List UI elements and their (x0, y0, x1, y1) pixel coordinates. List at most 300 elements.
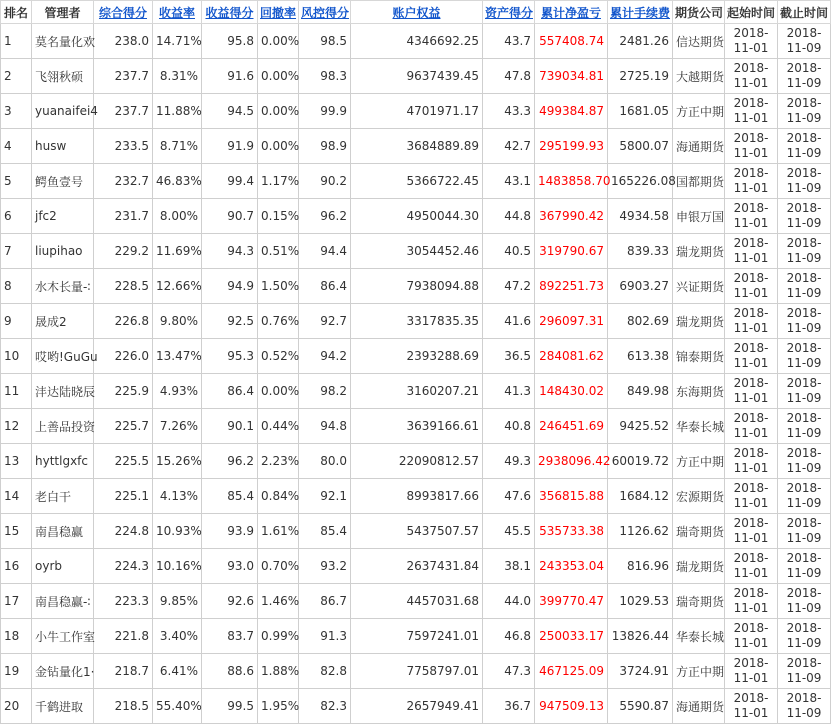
risk-score: 98.2 (299, 374, 351, 409)
account-equity: 9637439.45 (351, 59, 483, 94)
net-profit: 739034.81 (535, 59, 608, 94)
risk-score: 94.8 (299, 409, 351, 444)
account-equity: 4457031.68 (351, 584, 483, 619)
header-manager: 管理者 (32, 1, 94, 24)
end-date (778, 654, 831, 689)
return-rate: 55.40% (153, 689, 202, 724)
date-year: 2018- (733, 166, 769, 180)
end-date (778, 409, 831, 444)
date-month-day: 11-09 (786, 146, 822, 160)
date-month-day: 11-01 (733, 181, 769, 195)
risk-score: 85.4 (299, 514, 351, 549)
net-profit: 284081.62 (535, 339, 608, 374)
date-month-day: 11-09 (786, 531, 822, 545)
date-year: 2018- (786, 656, 822, 670)
account-equity: 3684889.89 (351, 129, 483, 164)
cumulative-fees: 165226.08 (608, 164, 673, 199)
risk-score: 82.8 (299, 654, 351, 689)
risk-score: 90.2 (299, 164, 351, 199)
sort-asset-score[interactable]: 资产得分 (483, 1, 535, 24)
account-equity: 3317835.35 (351, 304, 483, 339)
futures-company: 锦泰期货 (673, 339, 725, 374)
futures-company: 兴证期货 (673, 269, 725, 304)
date-year: 2018- (786, 446, 822, 460)
date-month-day: 11-01 (733, 76, 769, 90)
cumulative-fees: 613.38 (608, 339, 673, 374)
account-equity: 8993817.66 (351, 479, 483, 514)
date-year: 2018- (733, 26, 769, 40)
start-date (725, 94, 778, 129)
net-profit: 148430.02 (535, 374, 608, 409)
table-row (1, 234, 831, 269)
account-equity: 7938094.88 (351, 269, 483, 304)
drawdown-rate: 2.23% (258, 444, 299, 479)
return-rate: 6.41% (153, 654, 202, 689)
return-score: 90.7 (202, 199, 258, 234)
drawdown-rate: 0.99% (258, 619, 299, 654)
rank-cell: 10 (1, 339, 32, 374)
return-rate: 4.13% (153, 479, 202, 514)
account-equity: 2393288.69 (351, 339, 483, 374)
date-year: 2018- (733, 61, 769, 75)
account-equity: 4950044.30 (351, 199, 483, 234)
manager-name: 飞翎秋硕 (32, 59, 94, 94)
end-date (778, 164, 831, 199)
futures-company: 瑞龙期货 (673, 304, 725, 339)
sort-drawdown[interactable]: 回撤率 (258, 1, 299, 24)
date-month-day: 11-01 (733, 601, 769, 615)
net-profit: 367990.42 (535, 199, 608, 234)
cumulative-fees: 2725.19 (608, 59, 673, 94)
start-date (725, 409, 778, 444)
table-row (1, 24, 831, 59)
start-date (725, 164, 778, 199)
drawdown-rate: 0.00% (258, 24, 299, 59)
return-score: 85.4 (202, 479, 258, 514)
manager-name: liupihao (32, 234, 94, 269)
start-date (725, 549, 778, 584)
table-header (1, 1, 831, 24)
cumulative-fees: 4934.58 (608, 199, 673, 234)
sort-return-rate[interactable]: 收益率 (153, 1, 202, 24)
rank-cell: 18 (1, 619, 32, 654)
date-month-day: 11-09 (786, 216, 822, 230)
total-score: 225.9 (94, 374, 153, 409)
date-month-day: 11-09 (786, 636, 822, 650)
date-month-day: 11-09 (786, 461, 822, 475)
return-score: 91.6 (202, 59, 258, 94)
futures-company: 华泰长城 (673, 619, 725, 654)
drawdown-rate: 0.00% (258, 59, 299, 94)
futures-company: 信达期货 (673, 24, 725, 59)
rank-cell: 11 (1, 374, 32, 409)
date-year: 2018- (733, 481, 769, 495)
manager-name: 鳄鱼壹号 (32, 164, 94, 199)
date-year: 2018- (786, 131, 822, 145)
rank-cell: 3 (1, 94, 32, 129)
manager-name: oyrb (32, 549, 94, 584)
manager-name: 莫名量化欢 (32, 24, 94, 59)
return-rate: 15.26% (153, 444, 202, 479)
asset-score: 47.3 (483, 654, 535, 689)
futures-company: 大越期货 (673, 59, 725, 94)
drawdown-rate: 1.46% (258, 584, 299, 619)
return-rate: 3.40% (153, 619, 202, 654)
total-score: 237.7 (94, 59, 153, 94)
start-date (725, 129, 778, 164)
sort-equity[interactable]: 账户权益 (351, 1, 483, 24)
date-month-day: 11-01 (733, 636, 769, 650)
date-month-day: 11-01 (733, 111, 769, 125)
cumulative-fees: 9425.52 (608, 409, 673, 444)
asset-score: 38.1 (483, 549, 535, 584)
return-rate: 4.93% (153, 374, 202, 409)
date-year: 2018- (733, 201, 769, 215)
futures-company: 宏源期货 (673, 479, 725, 514)
risk-score: 98.3 (299, 59, 351, 94)
net-profit: 467125.09 (535, 654, 608, 689)
account-equity: 5366722.45 (351, 164, 483, 199)
drawdown-rate: 0.00% (258, 94, 299, 129)
date-month-day: 11-09 (786, 356, 822, 370)
header-row (1, 1, 831, 24)
date-year: 2018- (733, 621, 769, 635)
start-date (725, 479, 778, 514)
sort-fees[interactable]: 累计手续费 (608, 1, 673, 24)
end-date (778, 199, 831, 234)
rank-cell: 17 (1, 584, 32, 619)
date-year: 2018- (786, 166, 822, 180)
return-score: 88.6 (202, 654, 258, 689)
date-year: 2018- (733, 516, 769, 530)
return-rate: 12.66% (153, 269, 202, 304)
asset-score: 47.8 (483, 59, 535, 94)
manager-name: 金钻量化1· (32, 654, 94, 689)
rank-cell: 9 (1, 304, 32, 339)
total-score: 221.8 (94, 619, 153, 654)
account-equity: 2637431.84 (351, 549, 483, 584)
sort-net-profit[interactable]: 累计净盈亏 (535, 1, 608, 24)
date-year: 2018- (733, 271, 769, 285)
return-rate: 10.93% (153, 514, 202, 549)
date-month-day: 11-01 (733, 41, 769, 55)
drawdown-rate: 0.44% (258, 409, 299, 444)
date-month-day: 11-09 (786, 41, 822, 55)
futures-company: 海通期货 (673, 129, 725, 164)
start-date (725, 304, 778, 339)
net-profit: 947509.13 (535, 689, 608, 724)
rank-cell: 15 (1, 514, 32, 549)
risk-score: 86.7 (299, 584, 351, 619)
table-row (1, 549, 831, 584)
table-row (1, 654, 831, 689)
end-date (778, 94, 831, 129)
start-date (725, 269, 778, 304)
total-score: 218.5 (94, 689, 153, 724)
total-score: 229.2 (94, 234, 153, 269)
date-year: 2018- (786, 376, 822, 390)
asset-score: 47.6 (483, 479, 535, 514)
futures-company: 方正中期 (673, 444, 725, 479)
total-score: 226.8 (94, 304, 153, 339)
net-profit: 296097.31 (535, 304, 608, 339)
date-month-day: 11-09 (786, 111, 822, 125)
total-score: 225.7 (94, 409, 153, 444)
futures-company: 瑞奇期货 (673, 584, 725, 619)
account-equity: 2657949.41 (351, 689, 483, 724)
start-date (725, 514, 778, 549)
futures-company: 海通期货 (673, 689, 725, 724)
drawdown-rate: 0.84% (258, 479, 299, 514)
total-score: 231.7 (94, 199, 153, 234)
rank-cell: 1 (1, 24, 32, 59)
return-score: 93.9 (202, 514, 258, 549)
risk-score: 86.4 (299, 269, 351, 304)
asset-score: 36.5 (483, 339, 535, 374)
date-year: 2018- (786, 271, 822, 285)
cumulative-fees: 1684.12 (608, 479, 673, 514)
cumulative-fees: 1681.05 (608, 94, 673, 129)
date-month-day: 11-09 (786, 76, 822, 90)
risk-score: 98.5 (299, 24, 351, 59)
date-year: 2018- (733, 411, 769, 425)
date-month-day: 11-01 (733, 531, 769, 545)
net-profit: 557408.74 (535, 24, 608, 59)
net-profit: 499384.87 (535, 94, 608, 129)
cumulative-fees: 60019.72 (608, 444, 673, 479)
account-equity: 3160207.21 (351, 374, 483, 409)
manager-name: 南昌稳赢-∶ (32, 584, 94, 619)
rank-cell: 16 (1, 549, 32, 584)
net-profit: 892251.73 (535, 269, 608, 304)
cumulative-fees: 802.69 (608, 304, 673, 339)
futures-company: 华泰长城 (673, 409, 725, 444)
return-score: 99.5 (202, 689, 258, 724)
return-score: 92.5 (202, 304, 258, 339)
total-score: 225.1 (94, 479, 153, 514)
asset-score: 45.5 (483, 514, 535, 549)
account-equity: 4346692.25 (351, 24, 483, 59)
asset-score: 43.1 (483, 164, 535, 199)
return-rate: 46.83% (153, 164, 202, 199)
cumulative-fees: 5800.07 (608, 129, 673, 164)
asset-score: 42.7 (483, 129, 535, 164)
date-year: 2018- (786, 61, 822, 75)
table-row (1, 584, 831, 619)
date-year: 2018- (786, 201, 822, 215)
date-month-day: 11-09 (786, 496, 822, 510)
end-date (778, 129, 831, 164)
net-profit: 2938096.42 (535, 444, 608, 479)
table-row (1, 409, 831, 444)
manager-name: 水木长量-∶ (32, 269, 94, 304)
date-year: 2018- (786, 236, 822, 250)
asset-score: 47.2 (483, 269, 535, 304)
return-rate: 9.85% (153, 584, 202, 619)
end-date (778, 549, 831, 584)
cumulative-fees: 1126.62 (608, 514, 673, 549)
risk-score: 94.4 (299, 234, 351, 269)
total-score: 224.3 (94, 549, 153, 584)
manager-name: 上善品投资 (32, 409, 94, 444)
return-score: 94.9 (202, 269, 258, 304)
drawdown-rate: 0.15% (258, 199, 299, 234)
date-month-day: 11-09 (786, 706, 822, 720)
return-score: 94.5 (202, 94, 258, 129)
risk-score: 80.0 (299, 444, 351, 479)
end-date (778, 444, 831, 479)
futures-company: 申银万国 (673, 199, 725, 234)
date-year: 2018- (733, 551, 769, 565)
cumulative-fees: 1029.53 (608, 584, 673, 619)
date-month-day: 11-09 (786, 391, 822, 405)
account-equity: 22090812.57 (351, 444, 483, 479)
start-date (725, 24, 778, 59)
rank-cell: 20 (1, 689, 32, 724)
futures-company: 东海期货 (673, 374, 725, 409)
account-equity: 7758797.01 (351, 654, 483, 689)
rank-cell: 14 (1, 479, 32, 514)
asset-score: 44.0 (483, 584, 535, 619)
drawdown-rate: 1.17% (258, 164, 299, 199)
table-row (1, 374, 831, 409)
futures-company: 瑞龙期货 (673, 234, 725, 269)
end-date (778, 479, 831, 514)
manager-name: husw (32, 129, 94, 164)
table-row (1, 269, 831, 304)
rank-cell: 8 (1, 269, 32, 304)
date-year: 2018- (786, 586, 822, 600)
manager-name: 老白干 (32, 479, 94, 514)
date-month-day: 11-01 (733, 426, 769, 440)
drawdown-rate: 1.88% (258, 654, 299, 689)
risk-score: 96.2 (299, 199, 351, 234)
date-month-day: 11-01 (733, 671, 769, 685)
end-date (778, 514, 831, 549)
date-month-day: 11-09 (786, 321, 822, 335)
futures-company: 国都期货 (673, 164, 725, 199)
return-rate: 7.26% (153, 409, 202, 444)
rank-cell: 4 (1, 129, 32, 164)
date-month-day: 11-01 (733, 251, 769, 265)
date-year: 2018- (733, 236, 769, 250)
return-score: 95.3 (202, 339, 258, 374)
return-rate: 8.00% (153, 199, 202, 234)
drawdown-rate: 0.00% (258, 129, 299, 164)
sort-total-score[interactable]: 综合得分 (94, 1, 153, 24)
end-date (778, 619, 831, 654)
start-date (725, 444, 778, 479)
cumulative-fees: 6903.27 (608, 269, 673, 304)
total-score: 232.7 (94, 164, 153, 199)
manager-name: hyttlgxfc (32, 444, 94, 479)
start-date (725, 339, 778, 374)
return-rate: 9.80% (153, 304, 202, 339)
cumulative-fees: 5590.87 (608, 689, 673, 724)
risk-score: 92.7 (299, 304, 351, 339)
total-score: 238.0 (94, 24, 153, 59)
table-row (1, 304, 831, 339)
return-score: 83.7 (202, 619, 258, 654)
rank-cell: 7 (1, 234, 32, 269)
manager-name: 沣达陆晓辰 (32, 374, 94, 409)
table-row (1, 339, 831, 374)
date-year: 2018- (786, 551, 822, 565)
date-year: 2018- (786, 306, 822, 320)
futures-company: 瑞奇期货 (673, 514, 725, 549)
return-rate: 8.31% (153, 59, 202, 94)
date-month-day: 11-09 (786, 426, 822, 440)
return-rate: 11.88% (153, 94, 202, 129)
table-body (1, 24, 831, 724)
table-row (1, 479, 831, 514)
return-score: 96.2 (202, 444, 258, 479)
net-profit: 295199.93 (535, 129, 608, 164)
total-score: 233.5 (94, 129, 153, 164)
start-date (725, 689, 778, 724)
drawdown-rate: 0.52% (258, 339, 299, 374)
return-rate: 8.71% (153, 129, 202, 164)
date-year: 2018- (733, 96, 769, 110)
risk-score: 99.9 (299, 94, 351, 129)
account-equity: 3639166.61 (351, 409, 483, 444)
drawdown-rate: 0.70% (258, 549, 299, 584)
net-profit: 399770.47 (535, 584, 608, 619)
table-row (1, 514, 831, 549)
risk-score: 93.2 (299, 549, 351, 584)
date-month-day: 11-01 (733, 391, 769, 405)
date-month-day: 11-09 (786, 601, 822, 615)
sort-return-score[interactable]: 收益得分 (202, 1, 258, 24)
date-month-day: 11-01 (733, 321, 769, 335)
date-year: 2018- (733, 691, 769, 705)
manager-name: 哎哟!GuGu (32, 339, 94, 374)
return-score: 95.8 (202, 24, 258, 59)
date-month-day: 11-01 (733, 461, 769, 475)
sort-risk-score[interactable]: 风控得分 (299, 1, 351, 24)
return-score: 93.0 (202, 549, 258, 584)
total-score: 223.3 (94, 584, 153, 619)
cumulative-fees: 839.33 (608, 234, 673, 269)
drawdown-rate: 1.95% (258, 689, 299, 724)
return-score: 94.3 (202, 234, 258, 269)
manager-name: 小牛工作室 (32, 619, 94, 654)
date-year: 2018- (733, 376, 769, 390)
start-date (725, 654, 778, 689)
asset-score: 43.7 (483, 24, 535, 59)
date-year: 2018- (733, 446, 769, 460)
date-month-day: 11-01 (733, 496, 769, 510)
manager-name: yuanaifei4 (32, 94, 94, 129)
manager-name: jfc2 (32, 199, 94, 234)
risk-score: 92.1 (299, 479, 351, 514)
cumulative-fees: 849.98 (608, 374, 673, 409)
return-rate: 13.47% (153, 339, 202, 374)
end-date (778, 269, 831, 304)
account-equity: 3054452.46 (351, 234, 483, 269)
date-month-day: 11-01 (733, 356, 769, 370)
return-score: 86.4 (202, 374, 258, 409)
total-score: 218.7 (94, 654, 153, 689)
date-month-day: 11-09 (786, 251, 822, 265)
asset-score: 40.8 (483, 409, 535, 444)
date-year: 2018- (733, 586, 769, 600)
end-date (778, 59, 831, 94)
net-profit: 356815.88 (535, 479, 608, 514)
header-rank: 排名 (1, 1, 32, 24)
header-end-time: 截止时间 (778, 1, 831, 24)
rank-cell: 2 (1, 59, 32, 94)
